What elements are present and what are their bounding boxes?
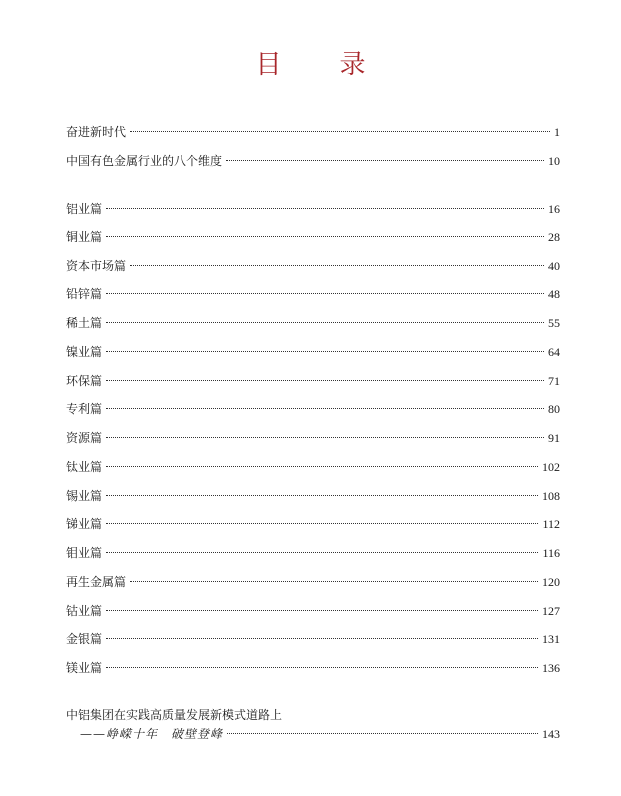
toc-entry-page: 127 <box>542 604 560 618</box>
toc-entry-page: 64 <box>548 345 560 359</box>
dot-leader <box>106 494 538 496</box>
toc-entry-label: 钴业篇 <box>66 604 103 618</box>
toc-entry[interactable] <box>66 514 560 534</box>
toc-entry-page: 108 <box>542 489 560 503</box>
toc-entry-page: 102 <box>542 460 560 474</box>
dot-leader <box>106 666 538 668</box>
toc-entry-label: 锑业篇 <box>66 517 103 531</box>
page-title <box>0 44 621 81</box>
toc-entry-page: 136 <box>542 661 560 675</box>
final-entry-subtitle: ——峥嵘十年 破壁登峰 <box>80 727 224 741</box>
toc-entry[interactable] <box>66 658 560 678</box>
toc-entry-label: 镁业篇 <box>66 661 103 675</box>
toc-entry-label: 资本市场篇 <box>66 259 127 273</box>
toc-entry-page: 48 <box>548 287 560 301</box>
dot-leader <box>226 159 544 161</box>
toc-entry[interactable] <box>66 256 560 276</box>
toc-entry[interactable] <box>66 313 560 333</box>
toc-entry-label: 铜业篇 <box>66 230 103 244</box>
toc-entry-page: 16 <box>548 202 560 216</box>
toc-entry-label: 铅锌篇 <box>66 287 103 301</box>
title-char-2: 录 <box>339 50 366 80</box>
dot-leader <box>106 321 544 323</box>
toc-entry[interactable] <box>66 342 560 362</box>
toc-entry-label: 钛业篇 <box>66 460 103 474</box>
dot-leader <box>106 207 544 209</box>
toc-entry[interactable] <box>66 227 560 247</box>
toc-entry[interactable] <box>66 428 560 448</box>
toc-entry-label: 金银篇 <box>66 632 103 646</box>
toc-entry-label: 环保篇 <box>66 374 103 388</box>
toc-entry-page: 80 <box>548 402 560 416</box>
toc-entry-page: 10 <box>548 154 560 168</box>
toc-entry-page: 131 <box>542 632 560 646</box>
toc-entry-page: 71 <box>548 374 560 388</box>
dot-leader <box>130 264 544 266</box>
dot-leader <box>106 436 544 438</box>
toc-entry-label: 中国有色金属行业的八个维度 <box>66 154 223 168</box>
toc-entry[interactable] <box>66 284 560 304</box>
toc-entry-page: 112 <box>542 517 560 531</box>
toc-entry-label: 锡业篇 <box>66 489 103 503</box>
toc-entry[interactable] <box>66 371 560 391</box>
toc-entry-label: 专利篇 <box>66 402 103 416</box>
toc-entry[interactable] <box>66 601 560 621</box>
dot-leader <box>130 130 550 132</box>
dot-leader <box>106 379 544 381</box>
toc-entry-label: 稀土篇 <box>66 316 103 330</box>
toc-entry-label: 再生金属篇 <box>66 575 127 589</box>
toc-entry-page: 55 <box>548 316 560 330</box>
toc-entry[interactable] <box>66 199 560 219</box>
dot-leader <box>106 235 544 237</box>
final-entry-title[interactable]: 中铝集团在实践高质量发展新模式道路上 <box>66 708 283 722</box>
toc-entry-page: 40 <box>548 259 560 273</box>
toc-entry-label: 镍业篇 <box>66 345 103 359</box>
dot-leader <box>130 580 538 582</box>
dot-leader <box>106 522 538 524</box>
toc-entry[interactable] <box>66 572 560 592</box>
toc-entry-page: 143 <box>542 727 560 741</box>
toc-entry[interactable] <box>66 399 560 419</box>
toc-entry-page: 120 <box>542 575 560 589</box>
dot-leader <box>106 551 538 553</box>
toc-entry[interactable] <box>66 629 560 649</box>
toc-entry-label: 铝业篇 <box>66 202 103 216</box>
toc-entry[interactable] <box>66 543 560 563</box>
toc-entry-label: 资源篇 <box>66 431 103 445</box>
toc-entry-page: 91 <box>548 431 560 445</box>
toc-entry-final[interactable] <box>66 724 560 744</box>
dot-leader <box>106 609 538 611</box>
dot-leader <box>106 292 544 294</box>
toc-entry-page: 28 <box>548 230 560 244</box>
toc-entry[interactable] <box>66 457 560 477</box>
toc-entry[interactable] <box>66 151 560 171</box>
dot-leader <box>106 350 544 352</box>
toc-entry-page: 116 <box>542 546 560 560</box>
title-char-1: 目 <box>255 50 282 80</box>
dot-leader <box>106 637 538 639</box>
toc-entry[interactable] <box>66 122 560 142</box>
toc-entry-label: 钼业篇 <box>66 546 103 560</box>
toc-entry[interactable] <box>66 486 560 506</box>
dot-leader <box>106 465 538 467</box>
dot-leader <box>227 732 538 734</box>
toc-entry-label: 奋进新时代 <box>66 125 127 139</box>
dot-leader <box>106 407 544 409</box>
toc-entry-page: 1 <box>554 125 560 139</box>
